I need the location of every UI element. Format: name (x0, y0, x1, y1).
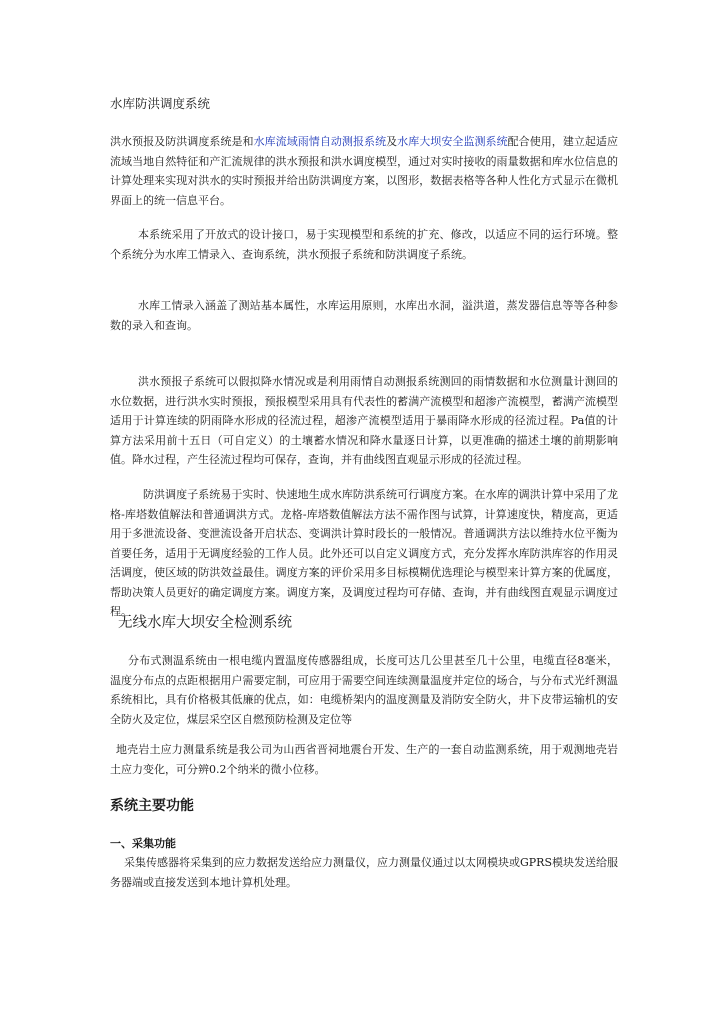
condition-input-text: 水库工情录入涵盖了测站基本属性，水库运用原则，水库出水洞，溢洪道，蒸发器信息等等各种参数的录入和查询。 (110, 299, 618, 332)
collect-text: 采集传感器将采集到的应力数据发送给应力测量仪，应力测量仪通过以太网模块或GPRS模块发送给服务器端或直接发送到本地计算机处理。 (110, 856, 619, 889)
condition-input-paragraph (110, 296, 618, 335)
forecast-paragraph (110, 372, 618, 470)
forecast-text: 洪水预报子系统可以假拟降水情况或是利用雨情自动测报系统测回的雨情数据和水位测量计测回的水位数据，进行洪水实时预报，预报模型采用具有代表性的蓄满产流模型和超渗产流模型，蓄满产流模型适用于计算连续的阴雨降水形成的径流过程，超渗产流模型适用于暴雨降水形成的径流过程。Pa值的计算方法采用前十五日（可自定义）的土壤蓄水情况和降水量逐日计算，以更准确的描述土壤的前期影响值。降水过程，产生径流过程均可保存，查询，并有曲线图直观显示形成的径流过程。 (110, 375, 618, 466)
intro-text-b: 及 (386, 135, 398, 148)
temperature-paragraph (110, 651, 618, 729)
dispatch-text: 防洪调度子系统易于实时、快速地生成水库防洪系统可行调度方案。在水库的调洪计算中采用了龙格-库塔数值解法和普通调洪方式。龙格-库塔数值解法方法不需作图与试算，计算速度快，精度高，更适用于多泄流设备、变泄流设备开启状态、变调洪计算时段长的一般情况。普通调洪方法以维持水位平衡为首要任务，适用于无调度经验的工作人员。此外还可以自定义调度方式，充分发挥水库防洪库容的作用灵活调度，使区域的防洪效益最佳。调度方案的评价采用多目标模糊优选理论与模型来计算方案的优属度，帮助决策人员更好的确定调度方案。调度方案，及调度过程均可存储、查询，并有曲线图直观显示调度过程。 (110, 488, 618, 618)
subsection-title-collect: 一、采集功能 (110, 837, 176, 850)
stress-text: 地壳岩土应力测量系统是我公司为山西省晋祠地震台开发、生产的一套自动监测系统，用于观测地壳岩土应力变化，可分辨0.2个纳米的微小位移。 (110, 743, 618, 776)
section-title-dam-monitor: 无线水库大坝安全检测系统 (118, 615, 292, 631)
temperature-text: 分布式测温系统由一根电缆内置温度传感器组成，长度可达几公里甚至几十公里，电缆直径8毫米，温度分布点的点距根据用户需要定制，可应用于需要空间连续测量温度并定位的场合，与分布式光纤测温系统相比，具有价格极其低廉的优点，如：电缆桥架内的温度测量及消防安全防火，井下皮带运输机的安全防火及定位，煤层采空区自燃预防检测及定位等 (110, 654, 618, 726)
stress-paragraph (110, 740, 618, 779)
open-design-text: 本系统采用了开放式的设计接口，易于实现模型和系统的扩充、修改，以适应不同的运行环境。整个系统分为水库工情录入、查询系统，洪水预报子系统和防洪调度子系统。 (110, 228, 618, 261)
section-title-main-functions: 系统主要功能 (110, 798, 194, 814)
intro-text-c: 配合使用，建立起适应流域当地自然特征和产汇流规律的洪水预报和洪水调度模型，通过对实时接收的雨量数据和库水位信息的计算处理来实现对洪水的实时预报并给出防洪调度方案，以图形，数据表格等各种人性化方式显示在微机界面上的统一信息平台。 (110, 135, 619, 207)
intro-paragraph (110, 132, 618, 210)
open-design-paragraph (110, 225, 618, 264)
link-dam-monitor[interactable]: 水库大坝安全监测系统 (397, 135, 508, 148)
section-title-reservoir: 水库防洪调度系统 (110, 96, 211, 111)
collect-paragraph (110, 853, 618, 892)
link-rain-telemetry[interactable]: 水库流域雨情自动测报系统 (253, 135, 387, 148)
intro-text-a: 洪水预报及防洪调度系统是和 (110, 135, 254, 148)
dispatch-paragraph (110, 485, 618, 622)
